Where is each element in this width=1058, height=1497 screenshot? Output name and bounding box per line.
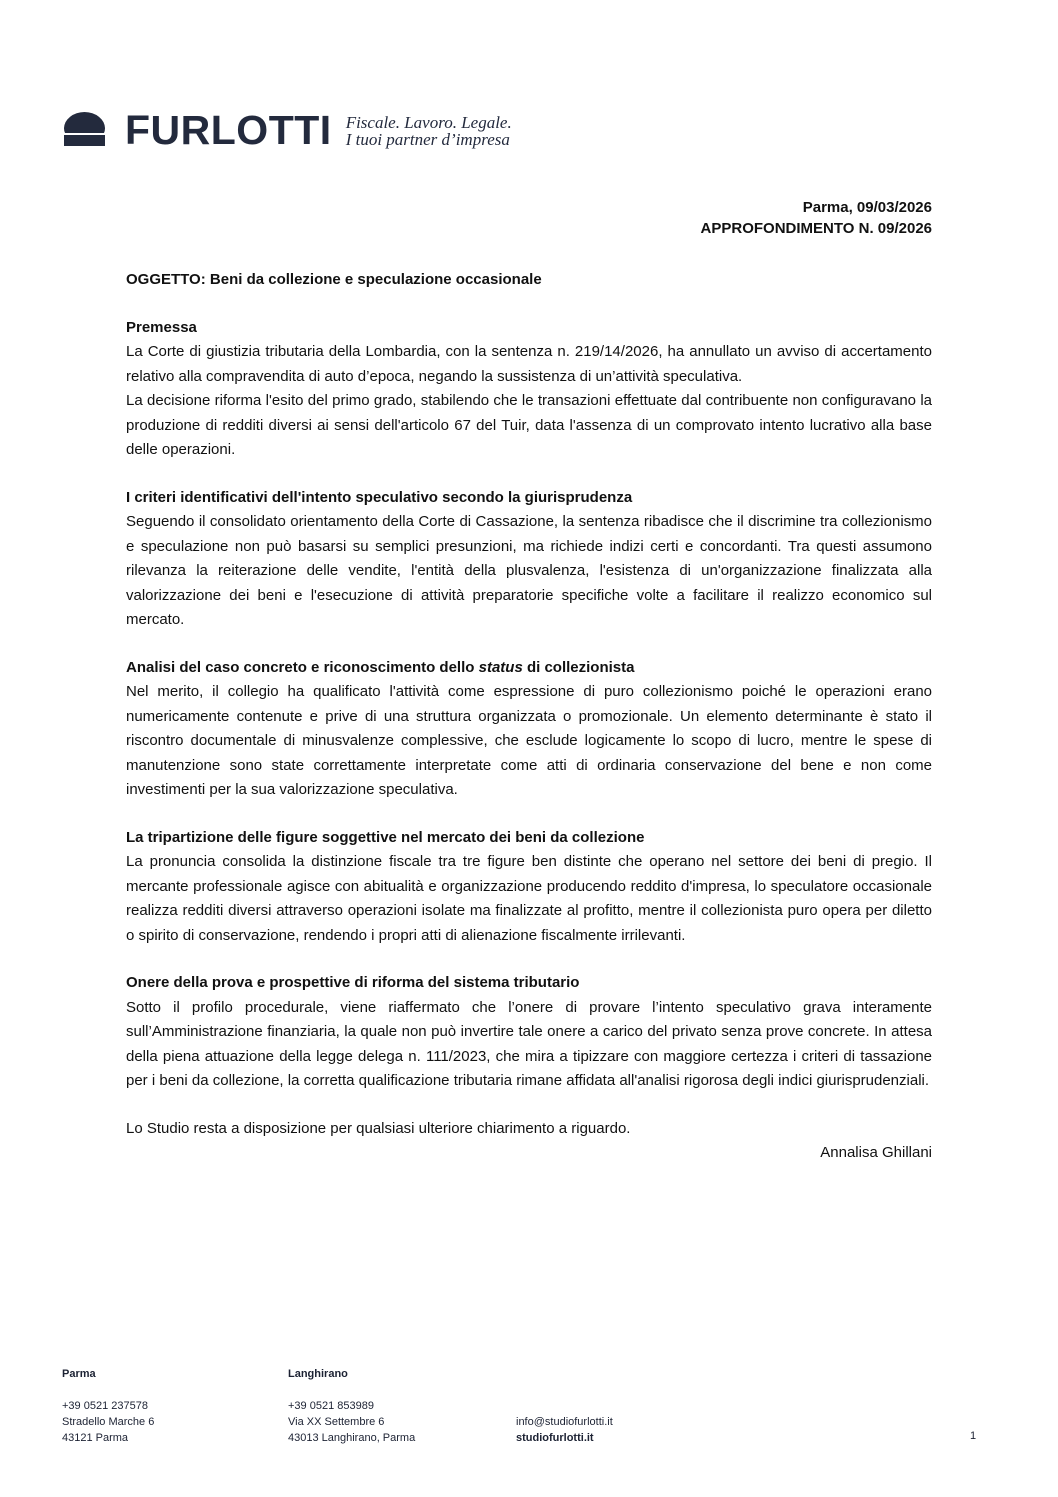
section-title: Premessa — [126, 318, 197, 336]
section-paragraph: La pronuncia consolida la distinzione fiscale tra tre figure ben distinte che operano nel settore dei beni di pregio. Il mercante professionale agisce con abitualità e organizzazione producendo reddito d'impresa, lo speculatore occasionale realizza redditi diversi attraverso operazioni isolate ma finalizzate al profitto, mentre il collezionista puro opera per diletto o spirito di conservazione, rendendo i propri atti di alienazione fiscalmente irrilevanti. — [126, 853, 932, 944]
logo-mark-icon — [64, 116, 105, 144]
office-city: 43013 Langhirano, Parma — [288, 1432, 416, 1444]
footer-office-langhirano — [288, 1366, 415, 1446]
section-paragraph: Nel merito, il collegio ha qualificato l'attività come espressione di puro collezionismo poiché le operazioni erano numericamente contenute e prive di una struttura organizzata o promozionale. Un elemento determinante è stato il riscontro documentale di minusvalenze complessive, che esclude logicamente lo scopo di lucro, mentre le spese di manutenzione sono state correttamente interpretate come atti di ordinaria conservazione del bene e non come investimenti per la sua valorizzazione speculativa. — [126, 683, 932, 798]
section-title-part: Analisi del caso concreto e riconoscimento dello — [126, 658, 479, 676]
email-link[interactable]: info@studiofurlotti.it — [516, 1416, 613, 1428]
document-subject: OGGETTO: Beni da collezione e speculazione occasionale — [126, 271, 542, 288]
tagline-line-2: I tuoi partner d’impresa — [345, 130, 510, 149]
section-title: Onere della prova e prospettive di riforma del sistema tributario — [126, 974, 580, 991]
section-tripartizione — [126, 826, 932, 949]
signature: Annalisa Ghillani — [820, 1144, 932, 1161]
office-street: Via XX Settembre 6 — [288, 1416, 385, 1428]
office-city: 43121 Parma — [62, 1432, 129, 1444]
section-analisi — [126, 656, 932, 803]
section-title — [126, 656, 932, 681]
tagline-line-1: Fiscale. Lavoro. Legale. — [345, 113, 512, 132]
section-title: La tripartizione delle figure soggettive nel mercato dei beni da collezione — [126, 828, 645, 846]
section-premessa — [126, 316, 932, 463]
company-logo — [64, 106, 512, 153]
document-body — [126, 268, 932, 1166]
document-number: APPROFONDIMENTO N. 09/2026 — [700, 220, 932, 237]
section-paragraph: Seguendo il consolidato orientamento della Corte di Cassazione, la sentenza ribadisce che il discrimine tra collezionismo e speculazione non può basarsi su semplici presunzioni, ma richiede indizi certi e concordanti. Tra questi assumono rilevanza la reiterazione delle vendite, l'entità della plusvalenza, l'esistenza di un'organizzazione finalizzata alla valorizzazione dei beni e l'esecuzione di attività preparatorie specifiche volte a facilitare il realizzo economico sul mercato. — [126, 513, 932, 628]
office-phone[interactable]: +39 0521 237578 — [62, 1400, 148, 1412]
office-title: Parma — [62, 1368, 96, 1380]
section-paragraph: La Corte di giustizia tributaria della Lombardia, con la sentenza n. 219/14/2026, ha annullato un avviso di accertamento relativo alla compravendita di auto d’epoca, negando la sussistenza di un’attività speculativa. — [126, 343, 932, 385]
section-onere-prova — [126, 971, 932, 1094]
website-link[interactable]: studiofurlotti.it — [516, 1432, 594, 1444]
section-criteri — [126, 486, 932, 633]
document-meta — [701, 197, 932, 239]
section-paragraph: Sotto il profilo procedurale, viene riaffermato che l’onere di provare l’intento speculativo grava interamente sull’Amministrazione finanziaria, la quale non può invertire tale onere a carico del privato senza prove concrete. In attesa della piena attuazione della legge delega n. 111/2023, che mira a tipizzare con maggiore certezza i criteri di tassazione per i beni da collezione, la corretta qualificazione tributaria rimane affidata all'analisi rigorosa degli indici giurisprudenziali. — [126, 998, 932, 1089]
footer-contacts — [516, 1414, 613, 1446]
office-title: Langhirano — [288, 1368, 348, 1380]
closing-text: Lo Studio resta a disposizione per qualsiasi ulteriore chiarimento a riguardo. — [126, 1119, 631, 1137]
page-number: 1 — [970, 1430, 977, 1442]
footer-office-parma — [62, 1366, 154, 1446]
logo-wordmark: FURLOTTI — [125, 106, 332, 153]
place-date: Parma, 09/03/2026 — [802, 199, 932, 216]
office-street: Stradello Marche 6 — [62, 1416, 155, 1428]
logo-tagline — [346, 114, 512, 148]
section-title: I criteri identificativi dell'intento speculativo secondo la giurisprudenza — [126, 488, 633, 506]
section-paragraph: La decisione riforma l'esito del primo grado, stabilendo che le transazioni effettuate dal contribuente non configuravano la produzione di redditi diversi ai sensi dell'articolo 67 del Tuir, data l'assenza di un comprovato intento lucrativo alla base delle operazioni. — [126, 392, 932, 458]
section-title-italic: status — [478, 658, 523, 676]
section-title-part: di collezionista — [522, 658, 635, 676]
office-phone[interactable]: +39 0521 853989 — [288, 1400, 374, 1412]
